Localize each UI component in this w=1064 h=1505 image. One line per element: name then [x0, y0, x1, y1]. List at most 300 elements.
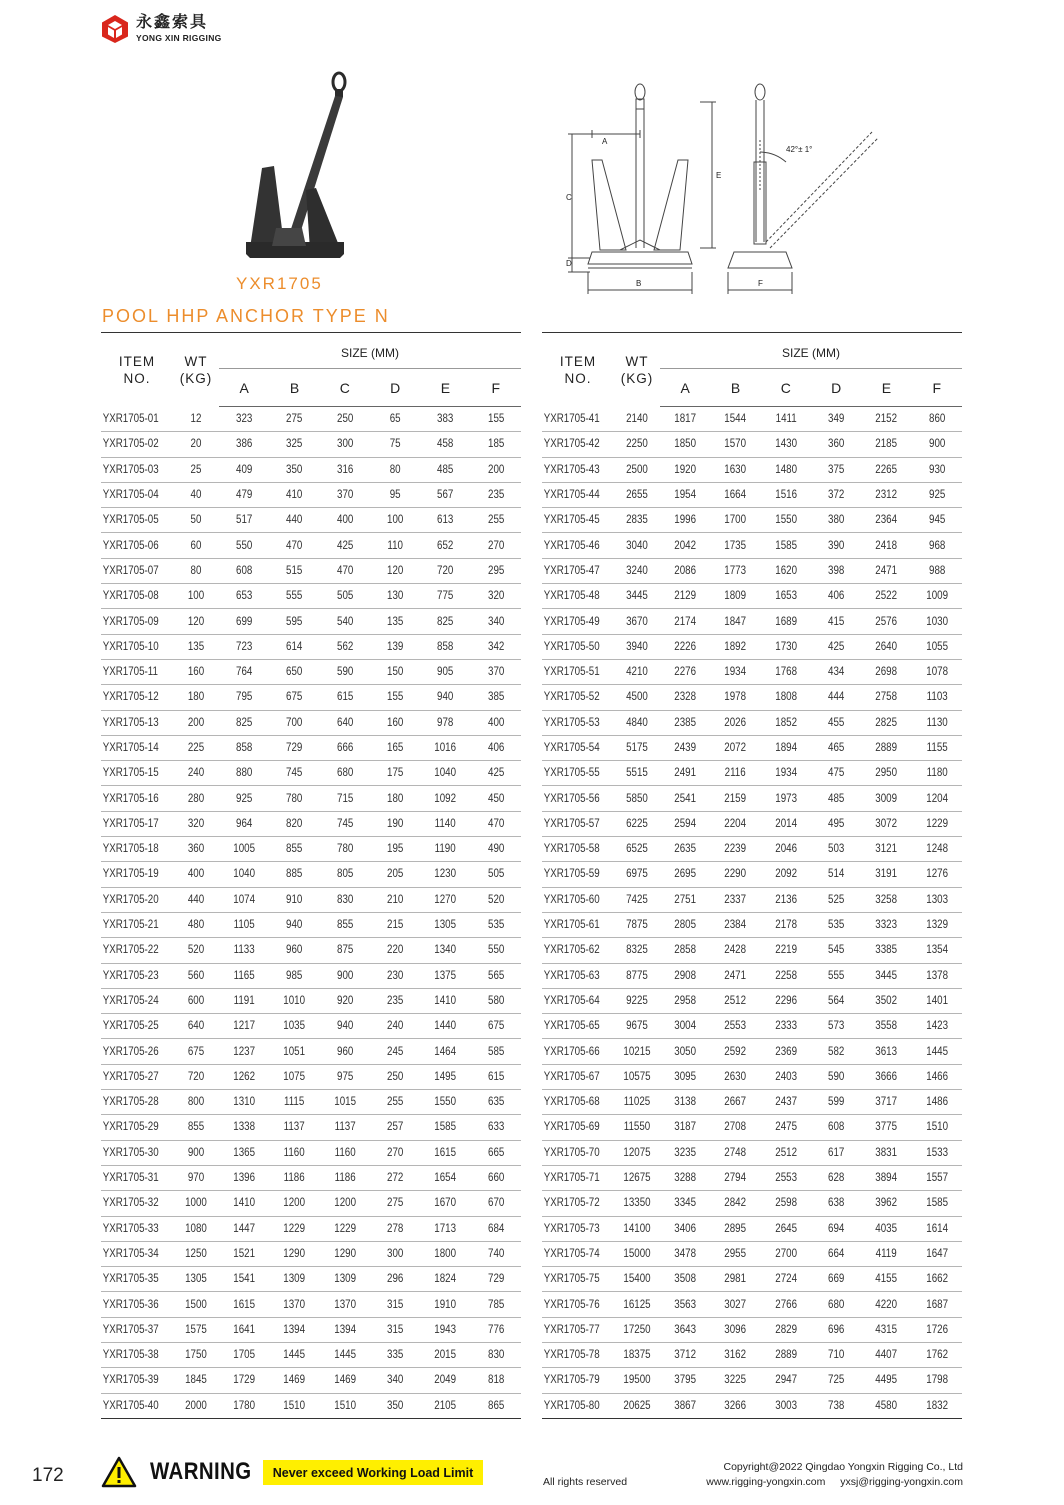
table-row [101, 1368, 521, 1393]
table-row [101, 584, 521, 609]
table-row [542, 1393, 962, 1418]
size-cell: 1140 [424, 811, 467, 836]
size-cell: 517 [223, 508, 266, 533]
size-cell: 2541 [664, 786, 707, 811]
size-cell: 2512 [764, 1140, 807, 1165]
table-row [101, 862, 521, 887]
size-cell: 390 [815, 533, 858, 558]
item-number-cell: YXR1705-79 [542, 1368, 603, 1393]
table-row [542, 938, 962, 963]
size-cell: 1370 [323, 1292, 366, 1317]
table-row [101, 432, 521, 457]
size-cell: 1620 [764, 558, 807, 583]
weight-cell: 640 [176, 1014, 215, 1039]
size-cell: 1735 [714, 533, 757, 558]
size-cell: 1276 [915, 862, 958, 887]
size-cell: 1486 [915, 1090, 958, 1115]
table-row [542, 1241, 962, 1266]
size-cell: 1934 [764, 761, 807, 786]
table-row [542, 1090, 962, 1115]
size-cell: 2129 [664, 584, 707, 609]
website-link[interactable]: www.rigging-yongxin.com [706, 1476, 826, 1488]
size-cell: 3563 [664, 1292, 707, 1317]
size-cell: 2512 [714, 988, 757, 1013]
size-cell: 3027 [714, 1292, 757, 1317]
weight-cell: 10215 [617, 1039, 656, 1064]
copyright: Copyright@2022 Qingdao Yongxin Rigging Co., Ltd [723, 1461, 963, 1473]
col-header-wt: WT (KG) [173, 333, 219, 407]
weight-cell: 3940 [617, 634, 656, 659]
weight-cell: 14100 [617, 1216, 656, 1241]
size-cell: 205 [374, 862, 417, 887]
size-cell: 775 [424, 584, 467, 609]
size-cell: 1204 [915, 786, 958, 811]
size-cell: 1130 [915, 710, 958, 735]
size-cell: 255 [474, 508, 517, 533]
table-row [542, 1140, 962, 1165]
size-cell: 1394 [273, 1317, 316, 1342]
weight-cell: 320 [176, 811, 215, 836]
weight-cell: 20 [176, 432, 215, 457]
size-cell: 4315 [865, 1317, 908, 1342]
item-number-cell: YXR1705-01 [101, 407, 162, 432]
size-cell: 1040 [223, 862, 266, 887]
size-cell: 545 [815, 938, 858, 963]
size-cell: 1378 [915, 963, 958, 988]
size-cell: 4035 [865, 1216, 908, 1241]
size-cell: 1847 [714, 609, 757, 634]
table-row [542, 634, 962, 659]
size-cell: 470 [323, 558, 366, 583]
item-number-cell: YXR1705-28 [101, 1090, 162, 1115]
weight-cell: 1000 [176, 1191, 215, 1216]
size-cell: 650 [273, 659, 316, 684]
weight-cell: 2835 [617, 508, 656, 533]
size-cell: 635 [474, 1090, 517, 1115]
table-row [101, 1292, 521, 1317]
size-cell: 2829 [764, 1317, 807, 1342]
size-cell: 1516 [764, 482, 807, 507]
size-cell: 3867 [664, 1393, 707, 1418]
weight-cell: 100 [176, 584, 215, 609]
table-row [542, 1115, 962, 1140]
size-cell: 135 [374, 609, 417, 634]
size-cell: 2185 [865, 432, 908, 457]
size-cell: 1469 [273, 1368, 316, 1393]
item-number-cell: YXR1705-69 [542, 1115, 603, 1140]
size-cell: 1445 [915, 1039, 958, 1064]
size-cell: 2258 [764, 963, 807, 988]
size-cell: 425 [474, 761, 517, 786]
size-cell: 633 [474, 1115, 517, 1140]
size-cell: 3050 [664, 1039, 707, 1064]
size-cell: 3502 [865, 988, 908, 1013]
size-cell: 1423 [915, 1014, 958, 1039]
size-cell: 3288 [664, 1165, 707, 1190]
size-cell: 805 [323, 862, 366, 887]
size-cell: 780 [273, 786, 316, 811]
size-cell: 2092 [764, 862, 807, 887]
size-cell: 220 [374, 938, 417, 963]
weight-cell: 9225 [617, 988, 656, 1013]
size-cell: 795 [223, 685, 266, 710]
table-row [542, 1342, 962, 1367]
item-number-cell: YXR1705-33 [101, 1216, 162, 1241]
size-cell: 1180 [915, 761, 958, 786]
weight-cell: 5175 [617, 735, 656, 760]
size-cell: 1533 [915, 1140, 958, 1165]
size-cell: 2766 [764, 1292, 807, 1317]
size-cell: 2858 [664, 938, 707, 963]
item-number-cell: YXR1705-48 [542, 584, 603, 609]
size-cell: 830 [323, 887, 366, 912]
item-number-cell: YXR1705-16 [101, 786, 162, 811]
item-number-cell: YXR1705-45 [542, 508, 603, 533]
size-cell: 2947 [764, 1368, 807, 1393]
spec-table-right-body [542, 407, 962, 1419]
size-cell: 3095 [664, 1064, 707, 1089]
size-cell: 1040 [424, 761, 467, 786]
size-cell: 1430 [764, 432, 807, 457]
table-row [101, 710, 521, 735]
item-number-cell: YXR1705-41 [542, 407, 603, 432]
table-row [101, 912, 521, 937]
table-row [542, 457, 962, 482]
col-header-item: ITEM NO. [101, 333, 173, 407]
item-number-cell: YXR1705-38 [101, 1342, 162, 1367]
size-cell: 2598 [764, 1191, 807, 1216]
size-cell: 2981 [714, 1267, 757, 1292]
col-header-d: D [811, 369, 861, 407]
weight-cell: 480 [176, 912, 215, 937]
size-cell: 515 [273, 558, 316, 583]
size-cell: 680 [323, 761, 366, 786]
item-number-cell: YXR1705-44 [542, 482, 603, 507]
item-number-cell: YXR1705-25 [101, 1014, 162, 1039]
table-row [101, 786, 521, 811]
item-number-cell: YXR1705-23 [101, 963, 162, 988]
weight-cell: 17250 [617, 1317, 656, 1342]
size-cell: 740 [474, 1241, 517, 1266]
size-cell: 360 [815, 432, 858, 457]
warning-banner [263, 1460, 483, 1485]
size-cell: 694 [815, 1216, 858, 1241]
weight-cell: 280 [176, 786, 215, 811]
table-row [542, 761, 962, 786]
size-cell: 1303 [915, 887, 958, 912]
weight-cell: 3445 [617, 584, 656, 609]
size-cell: 2174 [664, 609, 707, 634]
size-cell: 1943 [424, 1317, 467, 1342]
dim-label-a: A [602, 137, 608, 146]
size-cell: 1248 [915, 837, 958, 862]
size-cell: 479 [223, 482, 266, 507]
weight-cell: 18375 [617, 1342, 656, 1367]
item-number-cell: YXR1705-49 [542, 609, 603, 634]
item-number-cell: YXR1705-62 [542, 938, 603, 963]
table-row [542, 1064, 962, 1089]
size-cell: 1773 [714, 558, 757, 583]
size-cell: 2576 [865, 609, 908, 634]
size-cell: 350 [374, 1393, 417, 1418]
size-cell: 4580 [865, 1393, 908, 1418]
size-cell: 745 [323, 811, 366, 836]
weight-cell: 6975 [617, 862, 656, 887]
size-cell: 669 [815, 1267, 858, 1292]
size-cell: 910 [273, 887, 316, 912]
size-cell: 1396 [223, 1165, 266, 1190]
size-cell: 562 [323, 634, 366, 659]
size-cell: 555 [273, 584, 316, 609]
size-cell: 296 [374, 1267, 417, 1292]
size-cell: 535 [474, 912, 517, 937]
size-cell: 3558 [865, 1014, 908, 1039]
size-cell: 3613 [865, 1039, 908, 1064]
warning-triangle-icon [101, 1456, 137, 1488]
table-row [542, 1292, 962, 1317]
size-cell: 150 [374, 659, 417, 684]
weight-cell: 1750 [176, 1342, 215, 1367]
item-number-cell: YXR1705-03 [101, 457, 162, 482]
size-cell: 985 [273, 963, 316, 988]
size-cell: 409 [223, 457, 266, 482]
size-cell: 1641 [223, 1317, 266, 1342]
item-number-cell: YXR1705-09 [101, 609, 162, 634]
size-cell: 638 [815, 1191, 858, 1216]
size-cell: 2950 [865, 761, 908, 786]
size-cell: 372 [815, 482, 858, 507]
table-row [542, 963, 962, 988]
size-cell: 1262 [223, 1064, 266, 1089]
size-cell: 2152 [865, 407, 908, 432]
size-cell: 573 [815, 1014, 858, 1039]
size-cell: 3478 [664, 1241, 707, 1266]
size-cell: 2178 [764, 912, 807, 937]
weight-cell: 1500 [176, 1292, 215, 1317]
size-cell: 2026 [714, 710, 757, 735]
size-cell: 2667 [714, 1090, 757, 1115]
table-row [101, 1140, 521, 1165]
size-cell: 1137 [323, 1115, 366, 1140]
size-cell: 485 [424, 457, 467, 482]
size-cell: 2594 [664, 811, 707, 836]
table-row [542, 1191, 962, 1216]
table-row [101, 1241, 521, 1266]
table-row [542, 735, 962, 760]
size-cell: 710 [815, 1342, 858, 1367]
size-cell: 1445 [273, 1342, 316, 1367]
size-cell: 120 [374, 558, 417, 583]
weight-cell: 1845 [176, 1368, 215, 1393]
size-cell: 383 [424, 407, 467, 432]
size-cell: 608 [815, 1115, 858, 1140]
weight-cell: 5515 [617, 761, 656, 786]
size-cell: 1075 [273, 1064, 316, 1089]
size-cell: 940 [424, 685, 467, 710]
item-number-cell: YXR1705-10 [101, 634, 162, 659]
size-cell: 1585 [915, 1191, 958, 1216]
weight-cell: 440 [176, 887, 215, 912]
table-row [542, 988, 962, 1013]
size-cell: 2553 [714, 1014, 757, 1039]
size-cell: 1365 [223, 1140, 266, 1165]
table-row [101, 1342, 521, 1367]
table-row [101, 887, 521, 912]
anchor-technical-drawing [560, 72, 890, 297]
size-cell: 865 [474, 1393, 517, 1418]
item-number-cell: YXR1705-66 [542, 1039, 603, 1064]
item-number-cell: YXR1705-02 [101, 432, 162, 457]
size-cell: 2328 [664, 685, 707, 710]
size-cell: 4155 [865, 1267, 908, 1292]
table-row [542, 584, 962, 609]
table-row [542, 659, 962, 684]
size-cell: 1229 [323, 1216, 366, 1241]
size-cell: 1092 [424, 786, 467, 811]
item-number-cell: YXR1705-65 [542, 1014, 603, 1039]
size-cell: 1557 [915, 1165, 958, 1190]
size-cell: 567 [424, 482, 467, 507]
item-number-cell: YXR1705-18 [101, 837, 162, 862]
size-cell: 1762 [915, 1342, 958, 1367]
size-cell: 780 [323, 837, 366, 862]
size-cell: 2491 [664, 761, 707, 786]
size-cell: 2226 [664, 634, 707, 659]
size-cell: 340 [374, 1368, 417, 1393]
size-cell: 270 [474, 533, 517, 558]
size-cell: 370 [474, 659, 517, 684]
size-cell: 2635 [664, 837, 707, 862]
item-number-cell: YXR1705-17 [101, 811, 162, 836]
size-cell: 245 [374, 1039, 417, 1064]
size-cell: 505 [474, 862, 517, 887]
size-cell: 323 [223, 407, 266, 432]
size-cell: 652 [424, 533, 467, 558]
table-row [542, 1267, 962, 1292]
weight-cell: 9675 [617, 1014, 656, 1039]
weight-cell: 720 [176, 1064, 215, 1089]
weight-cell: 11550 [617, 1115, 656, 1140]
dim-label-f: F [758, 279, 763, 288]
size-cell: 470 [474, 811, 517, 836]
size-cell: 325 [273, 432, 316, 457]
size-cell: 2136 [764, 887, 807, 912]
email-link[interactable]: yxsj@rigging-yongxin.com [840, 1476, 963, 1488]
size-cell: 1055 [915, 634, 958, 659]
size-cell: 3894 [865, 1165, 908, 1190]
size-cell: 3096 [714, 1317, 757, 1342]
size-cell: 715 [323, 786, 366, 811]
item-number-cell: YXR1705-26 [101, 1039, 162, 1064]
size-cell: 1370 [273, 1292, 316, 1317]
size-cell: 2645 [764, 1216, 807, 1241]
item-number-cell: YXR1705-12 [101, 685, 162, 710]
item-number-cell: YXR1705-35 [101, 1267, 162, 1292]
size-cell: 2889 [865, 735, 908, 760]
size-cell: 535 [815, 912, 858, 937]
weight-cell: 4500 [617, 685, 656, 710]
size-cell: 3121 [865, 837, 908, 862]
table-row [542, 432, 962, 457]
size-cell: 235 [474, 482, 517, 507]
size-cell: 1894 [764, 735, 807, 760]
size-cell: 520 [474, 887, 517, 912]
size-cell: 930 [915, 457, 958, 482]
table-row [101, 811, 521, 836]
size-cell: 2418 [865, 533, 908, 558]
size-cell: 2592 [714, 1039, 757, 1064]
size-cell: 3717 [865, 1090, 908, 1115]
size-cell: 1544 [714, 407, 757, 432]
size-cell: 3162 [714, 1342, 757, 1367]
size-cell: 900 [323, 963, 366, 988]
size-cell: 458 [424, 432, 467, 457]
size-cell: 1290 [273, 1241, 316, 1266]
weight-cell: 6525 [617, 837, 656, 862]
weight-cell: 7425 [617, 887, 656, 912]
table-row [542, 609, 962, 634]
size-cell: 1394 [323, 1317, 366, 1342]
item-number-cell: YXR1705-63 [542, 963, 603, 988]
size-cell: 2708 [714, 1115, 757, 1140]
size-cell: 3385 [865, 938, 908, 963]
item-number-cell: YXR1705-42 [542, 432, 603, 457]
item-number-cell: YXR1705-56 [542, 786, 603, 811]
size-cell: 1466 [915, 1064, 958, 1089]
size-cell: 190 [374, 811, 417, 836]
size-cell: 2042 [664, 533, 707, 558]
table-row [101, 407, 521, 432]
size-cell: 1186 [273, 1165, 316, 1190]
item-number-cell: YXR1705-75 [542, 1267, 603, 1292]
weight-cell: 6225 [617, 811, 656, 836]
size-cell: 4495 [865, 1368, 908, 1393]
item-number-cell: YXR1705-47 [542, 558, 603, 583]
size-cell: 1074 [223, 887, 266, 912]
size-cell: 1305 [424, 912, 467, 937]
table-row [101, 761, 521, 786]
size-cell: 380 [815, 508, 858, 533]
size-cell: 1664 [714, 482, 757, 507]
size-cell: 4119 [865, 1241, 908, 1266]
item-number-cell: YXR1705-57 [542, 811, 603, 836]
table-row [101, 1014, 521, 1039]
size-cell: 680 [815, 1292, 858, 1317]
weight-cell: 5850 [617, 786, 656, 811]
brand-logo [100, 14, 222, 44]
size-cell: 776 [474, 1317, 517, 1342]
item-number-cell: YXR1705-77 [542, 1317, 603, 1342]
item-number-cell: YXR1705-58 [542, 837, 603, 862]
item-number-cell: YXR1705-13 [101, 710, 162, 735]
warning-label: WARNING [150, 1458, 252, 1485]
size-cell: 1375 [424, 963, 467, 988]
dim-label-c: C [566, 193, 572, 202]
size-cell: 3345 [664, 1191, 707, 1216]
size-cell: 440 [273, 508, 316, 533]
size-cell: 410 [273, 482, 316, 507]
size-cell: 1410 [223, 1191, 266, 1216]
size-cell: 1186 [323, 1165, 366, 1190]
size-cell: 1160 [323, 1140, 366, 1165]
table-row [101, 735, 521, 760]
size-cell: 960 [273, 938, 316, 963]
size-cell: 978 [424, 710, 467, 735]
size-cell: 564 [815, 988, 858, 1013]
item-number-cell: YXR1705-08 [101, 584, 162, 609]
size-cell: 825 [424, 609, 467, 634]
size-cell: 1410 [424, 988, 467, 1013]
